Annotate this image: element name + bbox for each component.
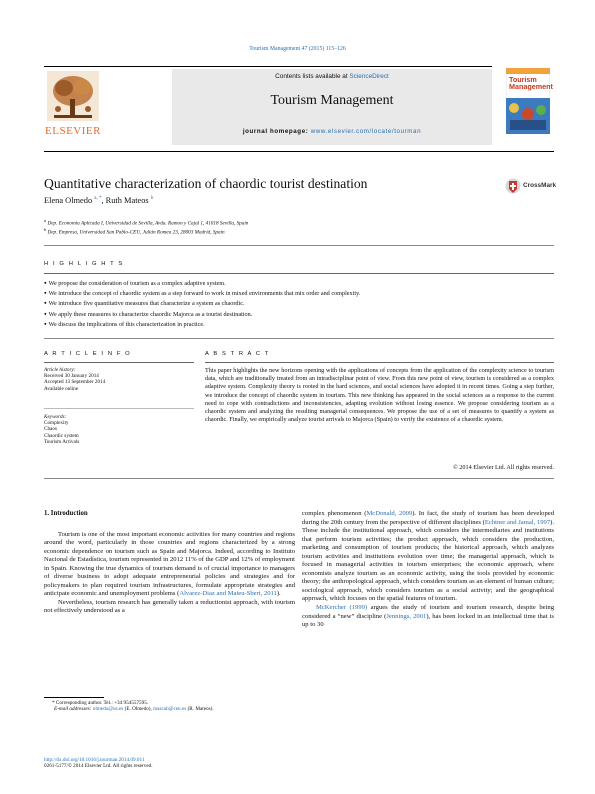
author-name: Ruth Mateos: [105, 196, 149, 205]
crossmark-icon: [505, 177, 521, 195]
crossmark-label: CrossMark: [523, 182, 557, 189]
author-name: Elena Olmedo: [44, 196, 93, 205]
highlights-bottom-rule: [44, 338, 554, 339]
citation-link[interactable]: Echtner and Jamal, 1997: [484, 518, 551, 526]
body-paragraph: Tourism is one of the most important economic activities for many countries and regions around the word, particularly in those countries and regions characterized by a strong economic dependence on tourism such as Spain and Majorca. Indeed, according to Instituto Nacional de Estadística, tourism represented in 2012 11% of the GDP and 12% of employment in Spain. Knowing the true dynamics of tourism demand is of crucial importance to managers of diverse business to adopt adequate entrepreneurial policies and strategies and for policymakers to plan required tourism infrastructures, formulate appropriate strategies and anticipate economic and unemployment problems (Alvarez-Diaz and Mateu-Sbert, 2011).: [44, 530, 295, 598]
homepage-link[interactable]: www.elsevier.com/locate/tourman: [310, 128, 422, 135]
doi-link[interactable]: http://dx.doi.org/10.1016/j.tourman.2014.09.011: [44, 757, 145, 763]
abstract-rule: [205, 362, 554, 363]
highlights-list: [44, 278, 554, 329]
corresponding-author: * Corresponding author. Tel.: +34 954557595.: [52, 700, 149, 706]
list-item: ● We propose the consideration of tourism as a complex adaptive system.: [44, 278, 554, 288]
keywords-label: Keywords:: [44, 414, 67, 420]
author-marks[interactable]: b: [150, 196, 154, 202]
keyword: Chaos: [44, 426, 57, 433]
history-label: Article history:: [44, 367, 76, 373]
email-link[interactable]: olmedo@us.es: [92, 706, 124, 713]
article-info-rule: [44, 362, 194, 363]
list-item: ● We discuss the implications of this characterization in practice.: [44, 319, 554, 329]
keywords-block: [44, 414, 194, 445]
keywords-rule: [44, 408, 194, 409]
abstract-heading: A B S T R A C T: [205, 351, 270, 357]
journal-homepage: journal homepage: www.elsevier.com/locate/tourman: [242, 128, 422, 135]
abstract-bottom-rule: [44, 478, 554, 479]
article-history: [44, 367, 194, 392]
affiliation-a: $^a$ Dep. Economia Aplicada I, Universidad de Sevilla, Avda. Ramon y Cajal 1, 41018 Sevilla, Spain: [44, 218, 249, 227]
affiliation-b: $^b$ Dep. Empresa, Universidad San Pablo-CEU, Julián Romea 23, 28003 Madrid, Spain: [44, 227, 225, 236]
keyword: Tourism Arrivals: [44, 438, 80, 445]
citation-text[interactable]: Tourism Management 47 (2015) 115–126: [249, 46, 346, 52]
issn-line: 0261-5177/© 2014 Elsevier Ltd. All rights reserved.: [44, 763, 153, 770]
article-title: Quantitative characterization of chaordic tourist destination: [44, 176, 368, 191]
history-available: Available online: [44, 385, 79, 392]
citation-link[interactable]: McKercher (1999): [316, 604, 368, 612]
header-top-rule: [44, 66, 492, 67]
doi-block: [44, 757, 344, 769]
sciencedirect-link[interactable]: ScienceDirect: [349, 73, 389, 80]
abstract-copyright: © 2014 Elsevier Ltd. All rights reserved.: [453, 464, 554, 471]
citation-link[interactable]: Jennings, 2001: [386, 612, 427, 620]
highlights-rule: [44, 273, 554, 274]
highlights-heading: H I G H L I G H T S: [44, 261, 124, 267]
abstract-text: This paper highlights the new horizons opening with the applications of concepts from the application of the complexity science to tourism data, which are traditionally treated from an intradisciplinar point of view. From this new point of view, tourism is considered as a complex adaptive system. Complexity theory is rooted in the hard sciences, and social sciences have adopted it in recent times. Going a step further, we introduce the concept of chaordic system in tourism. This new thinking has appeared in the social sciences as a response to the current need to cope with contradictions and inconsistencies, adapting evolution without losing essence. We propose considering tourism as a chaordic system and analyzing the resulting managerial consequences. We propose the use of a set of measures to quantify a system as chaordic. Finally, we empirically analyze tourist arrivals to Majorca (Spain) to verify the existence of a chaordic system.: [205, 367, 554, 424]
body-paragraph: McKercher (1999) argues the study of tourism and tourism research, despite being considered a “new” discipline (Jennings, 2001), has been locked in an intellectual time that is up to 30: [302, 604, 554, 629]
article-info-heading: A R T I C L E I N F O: [44, 351, 132, 357]
history-received: Received 30 January 2014: [44, 373, 99, 380]
keyword: Chaordic system: [44, 432, 79, 439]
citation-link[interactable]: Alvarez-Diaz and Mateu-Sbert, 2011: [179, 590, 277, 598]
journal-banner: [172, 69, 492, 145]
journal-citation: [0, 46, 595, 52]
elsevier-wordmark: ELSEVIER: [45, 125, 101, 137]
footnote-rule: [44, 697, 104, 698]
list-item: ● We apply these measures to characterize chaordic Majorca as a tourist destination.: [44, 309, 554, 319]
header-bottom-rule: [44, 151, 554, 152]
title-divider: [44, 245, 554, 246]
email-line: E-mail addresses: olmedo@us.es (E. Olmedo), mascab@ceu.es (R. Mateos).: [54, 706, 214, 713]
crossmark-badge[interactable]: [505, 177, 555, 195]
author-marks[interactable]: a, *: [94, 196, 102, 202]
section-heading: 1. Introduction: [44, 510, 88, 517]
footnote: [44, 700, 295, 712]
body-paragraph: complex phenomenon (McDonald, 2009). In fact, the study of tourism has been developed during the 20th century from the perspective of different disciplines (Echtner and Jamal, 1997). These include the institutional approach, which considers the intermediaries and institutions that perform tourism activities; the product approach, which considers the production, marketing and consumption of tourism products; the historical approach, which analyzes tourism activities and institutions evolution over time; the managerial approach, which is focused in managerial activities in tourism enterprises; the economic approach, where economists analyze tourism as an economic activity, using the tools provided by economic theory; the anthropological approach, which considers tourism as an element of human culture; sociological approach, which considers tourism as a social activity; and the geographical approach, which focuses on the spatial features of tourism.: [302, 510, 555, 603]
email-link[interactable]: mascab@ceu.es: [153, 706, 187, 713]
author-list: Elena Olmedo $^{a, *}$, Ruth Mateos $^b$: [44, 196, 154, 205]
list-item: ● We introduce the concept of chaordic system as a step forward to work in mixed environments that mix order and complexity.: [44, 288, 554, 298]
list-item: ● We introduce five quantitative measures that characterize a system as chaordic.: [44, 298, 554, 308]
citation-link[interactable]: McDonald, 2009: [366, 510, 413, 517]
body-column-left: [44, 510, 295, 616]
contents-line: Contents lists available at ScienceDirect: [275, 73, 389, 80]
history-accepted: Accepted 13 September 2014: [44, 379, 106, 386]
body-paragraph: Nevertheless, tourism research has generally taken a reductionist approach, with tourism not effectively understood as a: [44, 598, 295, 615]
cover-title: Tourism Management: [509, 75, 553, 92]
journal-name: Tourism Management: [270, 93, 394, 108]
body-column-right: [302, 510, 554, 630]
keyword: Complexity: [44, 420, 69, 427]
